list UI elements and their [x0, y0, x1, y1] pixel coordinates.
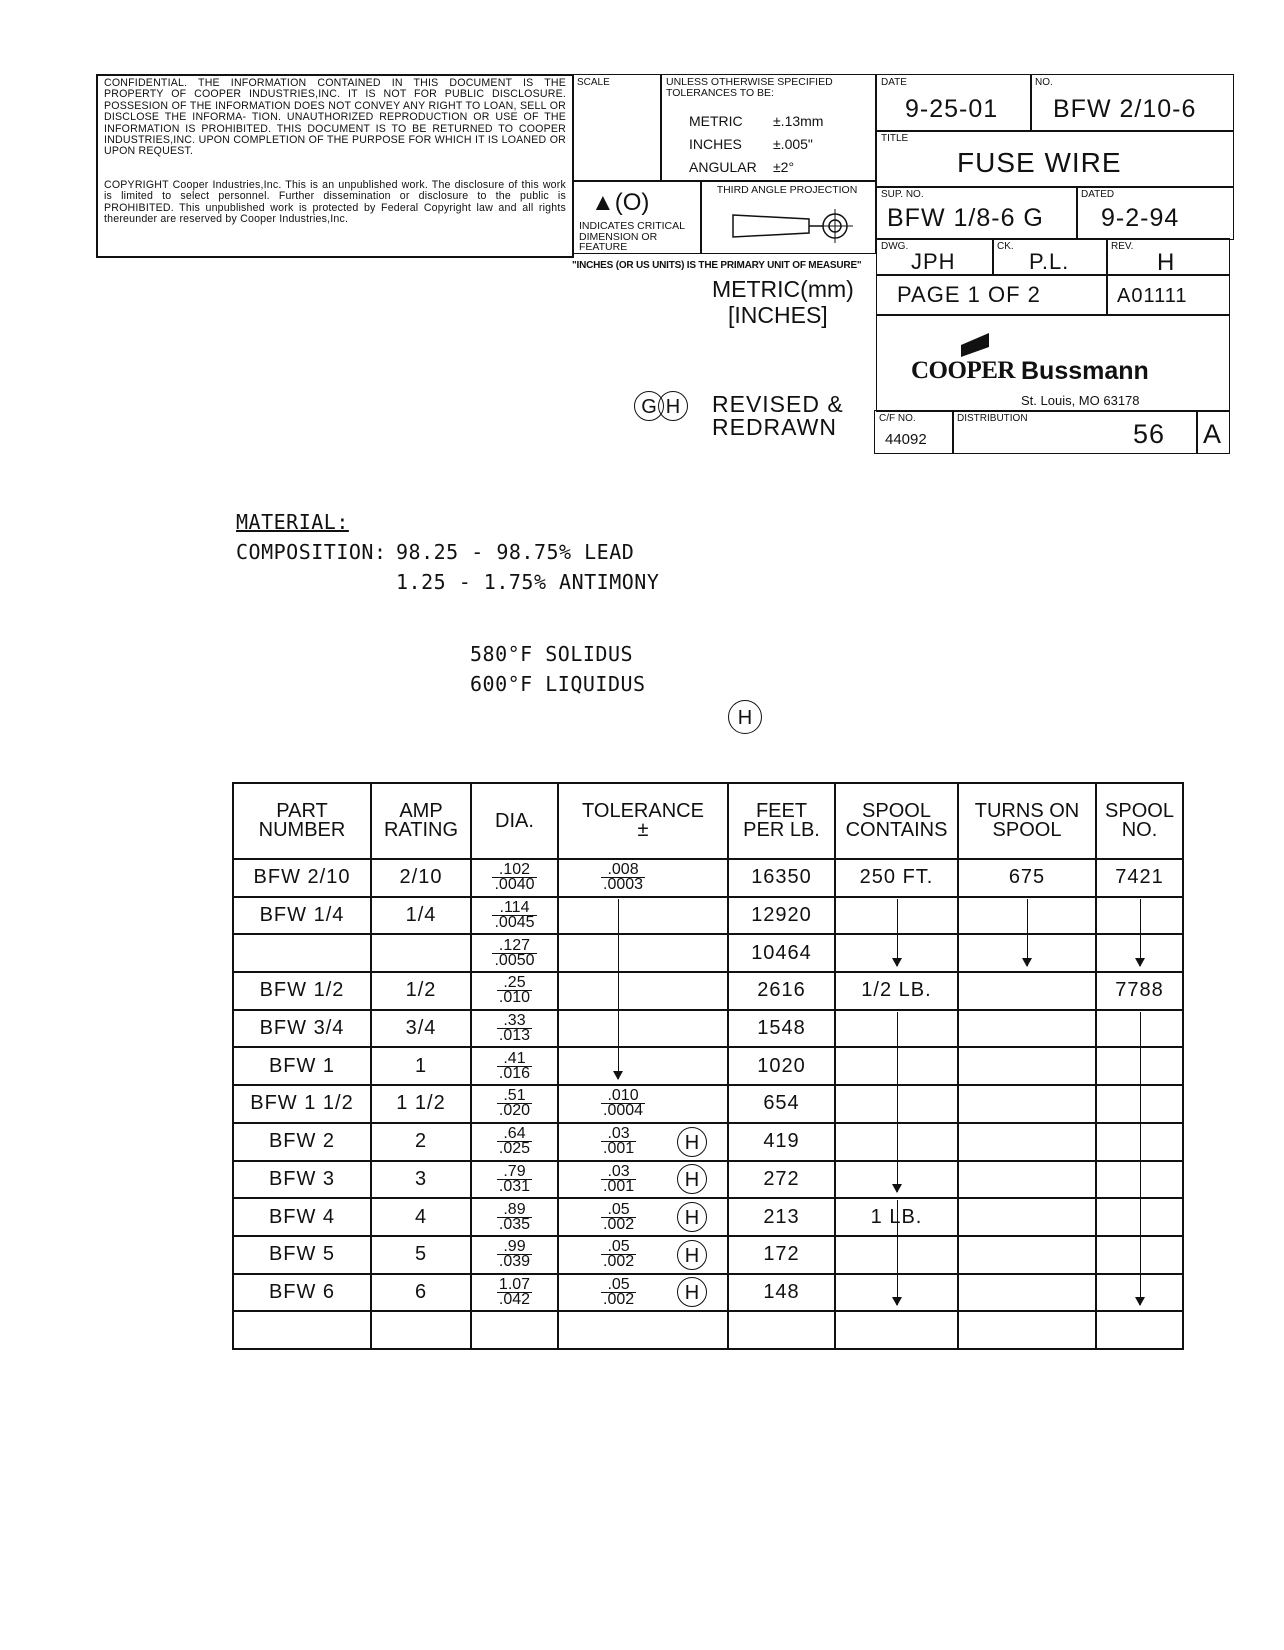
cell-part-number: BFW 3 — [233, 1161, 371, 1199]
drawing-number: BFW 2/10-6 — [1053, 95, 1197, 123]
cell-amp-rating: 5 — [371, 1236, 471, 1274]
cell-feet-per-lb — [728, 1311, 835, 1349]
cell-turns-on-spool — [958, 1161, 1096, 1199]
number-label: NO. — [1035, 77, 1053, 88]
angular-value: ±2° — [773, 159, 795, 175]
cell-part-number: BFW 2/10 — [233, 859, 371, 897]
units-metric: METRIC(mm) — [712, 276, 854, 302]
cell-feet-per-lb: 419 — [728, 1123, 835, 1161]
cell-turns-on-spool — [958, 1047, 1096, 1085]
cell-part-number: BFW 1/4 — [233, 897, 371, 935]
metric-label: METRIC — [689, 113, 743, 129]
cell-spool-contains — [835, 1311, 958, 1349]
table-row — [233, 934, 1183, 972]
diameter-fraction: $\frac{.25}{.010}$ — [498, 974, 531, 1007]
scale-cell — [572, 74, 662, 182]
cell-amp-rating: 6 — [371, 1274, 471, 1312]
cell-turns-on-spool — [958, 1311, 1096, 1349]
cell-spool-number: 7788 — [1096, 972, 1183, 1010]
cell-tolerance — [558, 934, 728, 972]
header-tolerance: TOLERANCE ± — [558, 783, 728, 859]
revision-h-mark: H — [677, 1127, 707, 1157]
cell-tolerance — [558, 972, 728, 1010]
cell-turns-on-spool — [958, 1123, 1096, 1161]
cell-amp-rating — [371, 934, 471, 972]
table-row — [233, 1123, 1183, 1161]
revision-h-mark: H — [677, 1240, 707, 1270]
tolerance-fraction: $\frac{.010}{.0004}$ — [603, 1087, 644, 1120]
continuation-arrow-icon — [618, 899, 619, 1079]
cell-tolerance — [558, 1311, 728, 1349]
table-row — [233, 1198, 1183, 1236]
cell-tolerance — [558, 1198, 728, 1236]
cell-feet-per-lb: 172 — [728, 1236, 835, 1274]
tolerance-fraction: $\frac{.05}{.002}$ — [603, 1238, 635, 1271]
cell-turns-on-spool — [958, 972, 1096, 1010]
cell-diameter — [471, 1010, 558, 1048]
diameter-fraction: $\frac{.64}{.025}$ — [498, 1125, 531, 1158]
cell-feet-per-lb: 10464 — [728, 934, 835, 972]
cell-tolerance — [558, 1085, 728, 1123]
critical-text: INDICATES CRITICAL DIMENSION OR FEATURE — [579, 220, 685, 253]
cell-diameter — [471, 1161, 558, 1199]
cell-part-number: BFW 1 — [233, 1047, 371, 1085]
cell-feet-per-lb: 12920 — [728, 897, 835, 935]
cell-part-number — [233, 934, 371, 972]
composition-label: COMPOSITION: — [236, 540, 387, 564]
distribution-letter-cell — [1196, 410, 1230, 454]
cell-spool-number — [1096, 1311, 1183, 1349]
projection-label: THIRD ANGLE PROJECTION — [716, 184, 858, 196]
cell-spool-contains: 250 FT. — [835, 859, 958, 897]
rev-cell — [1106, 238, 1230, 276]
cell-amp-rating: 1/4 — [371, 897, 471, 935]
header-amp-rating: AMP RATING — [371, 783, 471, 859]
number-cell — [1030, 74, 1234, 132]
sup-label: SUP. NO. — [881, 189, 924, 200]
cell-feet-per-lb: 148 — [728, 1274, 835, 1312]
revision-h-mark: H — [658, 391, 688, 421]
confidential-notice: CONFIDENTIAL. THE INFORMATION CONTAINED IN THIS DOCUMENT IS THE PROPERTY OF COOPER INDUSTRIES,INC. IT IS NOT FOR PUBLIC DISCLOSURE. POSSESION OF THE INFORMATION DOES NOT CONVEY ANY RIGHT TO LOAN, SELL OR DISCLOSE THE INFORMA- TION. UNAUTHORIZED REPRODUCTION OR USE OF THE INFORMATION IS PROHIBITED. THIS DOCUMENT IS TO BE RETURNED TO COOPER INDUSTRIES,INC. UPON COMPLETION OF THE PURPOSE FOR WHICH IT IS LOANED OR UPON REQUEST. — [104, 77, 566, 158]
page-indicator: PAGE 1 OF 2 — [897, 282, 1041, 307]
diameter-fraction: $\frac{.114}{.0045}$ — [494, 899, 535, 932]
cell-amp-rating — [371, 1311, 471, 1349]
brand-cooper: COOPER — [911, 357, 1015, 384]
drawing-title: FUSE WIRE — [957, 147, 1122, 178]
distribution-cell — [952, 410, 1198, 454]
cell-tolerance — [558, 1161, 728, 1199]
diameter-fraction: $\frac{1.07}{.042}$ — [498, 1275, 531, 1308]
continuation-arrow-icon — [1027, 899, 1028, 966]
cell-part-number: BFW 1/2 — [233, 972, 371, 1010]
cell-tolerance — [558, 859, 728, 897]
tolerance-fraction: $\frac{.03}{.001}$ — [603, 1162, 635, 1195]
table-row — [233, 1047, 1183, 1085]
diameter-fraction: $\frac{.102}{.0040}$ — [494, 861, 535, 894]
cell-diameter — [471, 1085, 558, 1123]
dwg-value: JPH — [911, 249, 956, 274]
diameter-fraction: $\frac{.51}{.020}$ — [498, 1087, 531, 1120]
header-part-number: PART NUMBER — [233, 783, 371, 859]
rev-value: H — [1157, 249, 1176, 276]
cell-part-number: BFW 2 — [233, 1123, 371, 1161]
sup-value: BFW 1/8-6 G — [887, 204, 1044, 232]
tolerance-fraction: $\frac{.008}{.0003}$ — [603, 861, 644, 894]
code-value: A01111 — [1117, 285, 1188, 307]
cell-amp-rating: 1 1/2 — [371, 1085, 471, 1123]
cell-tolerance — [558, 1047, 728, 1085]
continuation-arrow-icon — [1140, 1012, 1141, 1306]
table-row — [233, 1236, 1183, 1274]
cell-diameter — [471, 1047, 558, 1085]
continuation-arrow-icon — [897, 1200, 898, 1305]
cell-amp-rating: 2/10 — [371, 859, 471, 897]
cell-feet-per-lb: 1548 — [728, 1010, 835, 1048]
continuation-arrow-icon — [897, 1012, 898, 1192]
header-spool-number: SPOOL NO. — [1096, 783, 1183, 859]
cell-amp-rating: 1 — [371, 1047, 471, 1085]
cell-part-number: BFW 5 — [233, 1236, 371, 1274]
rev-label: REV. — [1111, 241, 1134, 252]
tolerances-header: UNLESS OTHERWISE SPECIFIED TOLERANCES TO BE: — [666, 76, 833, 99]
cell-part-number — [233, 1311, 371, 1349]
cell-tolerance — [558, 1010, 728, 1048]
cell-turns-on-spool — [958, 1236, 1096, 1274]
continuation-arrow-icon — [1140, 899, 1141, 966]
diameter-fraction: $\frac{.99}{.039}$ — [498, 1238, 531, 1271]
tolerance-fraction: $\frac{.03}{.001}$ — [603, 1125, 635, 1158]
header-spool-contains: SPOOL CONTAINS — [835, 783, 958, 859]
table-row — [233, 897, 1183, 935]
cell-turns-on-spool — [958, 1010, 1096, 1048]
cell-turns-on-spool — [958, 1274, 1096, 1312]
ck-value: P.L. — [1029, 249, 1070, 274]
dwg-label: DWG. — [881, 241, 909, 252]
cell-diameter — [471, 1123, 558, 1161]
cell-feet-per-lb: 272 — [728, 1161, 835, 1199]
composition-antimony: 1.25 - 1.75% ANTIMONY — [396, 570, 660, 594]
ck-label: CK. — [997, 241, 1014, 252]
code-cell — [1106, 274, 1230, 316]
cell-tolerance — [558, 1236, 728, 1274]
cf-value: 44092 — [885, 431, 927, 448]
distribution-label: DISTRIBUTION — [957, 413, 1028, 424]
tolerances-cell — [660, 74, 876, 182]
cell-turns-on-spool — [958, 1085, 1096, 1123]
cell-part-number: BFW 6 — [233, 1274, 371, 1312]
tolerance-fraction: $\frac{.05}{.002}$ — [603, 1200, 635, 1233]
fuse-wire-spec-table — [232, 782, 1184, 1350]
cell-feet-per-lb: 213 — [728, 1198, 835, 1236]
metric-value: ±.13mm — [773, 113, 824, 129]
cell-amp-rating: 1/2 — [371, 972, 471, 1010]
distribution-value: 56 — [1133, 419, 1166, 449]
revision-h-mark: H — [677, 1277, 707, 1307]
cell-diameter — [471, 1311, 558, 1349]
third-angle-projection-icon — [729, 205, 859, 245]
cell-diameter — [471, 934, 558, 972]
cell-amp-rating: 3 — [371, 1161, 471, 1199]
dated-cell — [1076, 186, 1234, 240]
diameter-fraction: $\frac{.41}{.016}$ — [498, 1049, 531, 1082]
inches-label: INCHES — [689, 136, 742, 152]
diameter-fraction: $\frac{.79}{.031}$ — [498, 1162, 531, 1195]
cell-feet-per-lb: 1020 — [728, 1047, 835, 1085]
distribution-letter: A — [1203, 419, 1223, 449]
table-row — [233, 859, 1183, 897]
diameter-fraction: $\frac{.89}{.035}$ — [498, 1200, 531, 1233]
table-row — [233, 1274, 1183, 1312]
units-note: "INCHES (OR US UNITS) IS THE PRIMARY UNIT OF MEASURE" — [572, 260, 862, 271]
tolerance-fraction: $\frac{.05}{.002}$ — [603, 1275, 635, 1308]
cell-turns-on-spool: 675 — [958, 859, 1096, 897]
cell-tolerance — [558, 897, 728, 935]
cf-cell — [874, 410, 954, 454]
material-revision-mark: H — [728, 700, 762, 734]
cell-turns-on-spool — [958, 1198, 1096, 1236]
table-header-row — [233, 783, 1183, 859]
cell-diameter — [471, 897, 558, 935]
angular-label: ANGULAR — [689, 159, 757, 175]
brand-bussmann: Bussmann — [1021, 357, 1149, 385]
cell-amp-rating: 2 — [371, 1123, 471, 1161]
cell-part-number: BFW 3/4 — [233, 1010, 371, 1048]
revision-h-mark: H — [677, 1164, 707, 1194]
table-row — [233, 1161, 1183, 1199]
cell-spool-number: 7421 — [1096, 859, 1183, 897]
cell-tolerance — [558, 1123, 728, 1161]
table-row — [233, 1085, 1183, 1123]
page-cell — [876, 274, 1108, 316]
critical-cell — [572, 180, 702, 254]
cell-spool-contains: 1/2 LB. — [835, 972, 958, 1010]
cell-diameter — [471, 1198, 558, 1236]
cell-feet-per-lb: 654 — [728, 1085, 835, 1123]
header-diameter: DIA. — [471, 783, 558, 859]
cell-tolerance — [558, 1274, 728, 1312]
cell-amp-rating: 3/4 — [371, 1010, 471, 1048]
revision-text-2: REDRAWN — [712, 414, 837, 440]
dwg-cell — [876, 238, 994, 276]
projection-cell — [700, 180, 876, 254]
cell-amp-rating: 4 — [371, 1198, 471, 1236]
cell-spool-contains: 1 LB. — [835, 1198, 958, 1236]
table-row — [233, 1010, 1183, 1048]
cf-label: C/F NO. — [879, 413, 916, 424]
diameter-fraction: $\frac{.127}{.0050}$ — [494, 936, 535, 969]
inches-value: ±.005" — [773, 136, 813, 152]
revision-g-mark: G — [634, 391, 664, 421]
confidential-block — [96, 74, 574, 258]
cell-diameter — [471, 1236, 558, 1274]
cell-diameter — [471, 1274, 558, 1312]
title-cell — [876, 130, 1234, 188]
diameter-fraction: $\frac{.33}{.013}$ — [498, 1012, 531, 1045]
cell-part-number: BFW 4 — [233, 1198, 371, 1236]
date-label: DATE — [881, 77, 907, 88]
dated-value: 9-2-94 — [1101, 204, 1180, 232]
header-feet-per-lb: FEET PER LB. — [728, 783, 835, 859]
revision-h-mark: H — [677, 1202, 707, 1232]
scale-label: SCALE — [577, 77, 610, 88]
dated-label: DATED — [1081, 189, 1115, 200]
brand-city: St. Louis, MO 63178 — [1021, 393, 1140, 408]
solidus: 580°F SOLIDUS — [470, 642, 634, 666]
date-cell — [876, 74, 1032, 132]
table-row — [233, 972, 1183, 1010]
composition-lead: 98.25 - 98.75% LEAD — [396, 540, 635, 564]
cell-feet-per-lb: 2616 — [728, 972, 835, 1010]
logo-cell — [876, 314, 1230, 412]
material-heading: MATERIAL: — [236, 510, 349, 534]
critical-symbol: ▲(O) — [591, 189, 650, 216]
ck-cell — [992, 238, 1108, 276]
revision-text-1: REVISED & — [712, 391, 844, 417]
units-inches: [INCHES] — [728, 302, 828, 328]
cooper-logo-mark-icon — [959, 331, 993, 359]
cell-part-number: BFW 1 1/2 — [233, 1085, 371, 1123]
cell-diameter — [471, 972, 558, 1010]
title-label: TITLE — [881, 133, 909, 144]
header-turns-on-spool: TURNS ON SPOOL — [958, 783, 1096, 859]
cell-diameter — [471, 859, 558, 897]
copyright-notice: COPYRIGHT Cooper Industries,Inc. This is an unpublished work. The disclosure of this work is limited to select personnel. Further dissemination or disclosure to the public is PROHIBITED. This unpublished work is protected by Federal Copyright law and all rights thereunder are reserved by Cooper Industries,Inc. — [104, 179, 566, 226]
date-value: 9-25-01 — [905, 95, 999, 123]
table-row — [233, 1311, 1183, 1349]
sup-cell — [876, 186, 1078, 240]
cell-feet-per-lb: 16350 — [728, 859, 835, 897]
liquidus: 600°F LIQUIDUS — [470, 672, 646, 696]
continuation-arrow-icon — [897, 899, 898, 966]
